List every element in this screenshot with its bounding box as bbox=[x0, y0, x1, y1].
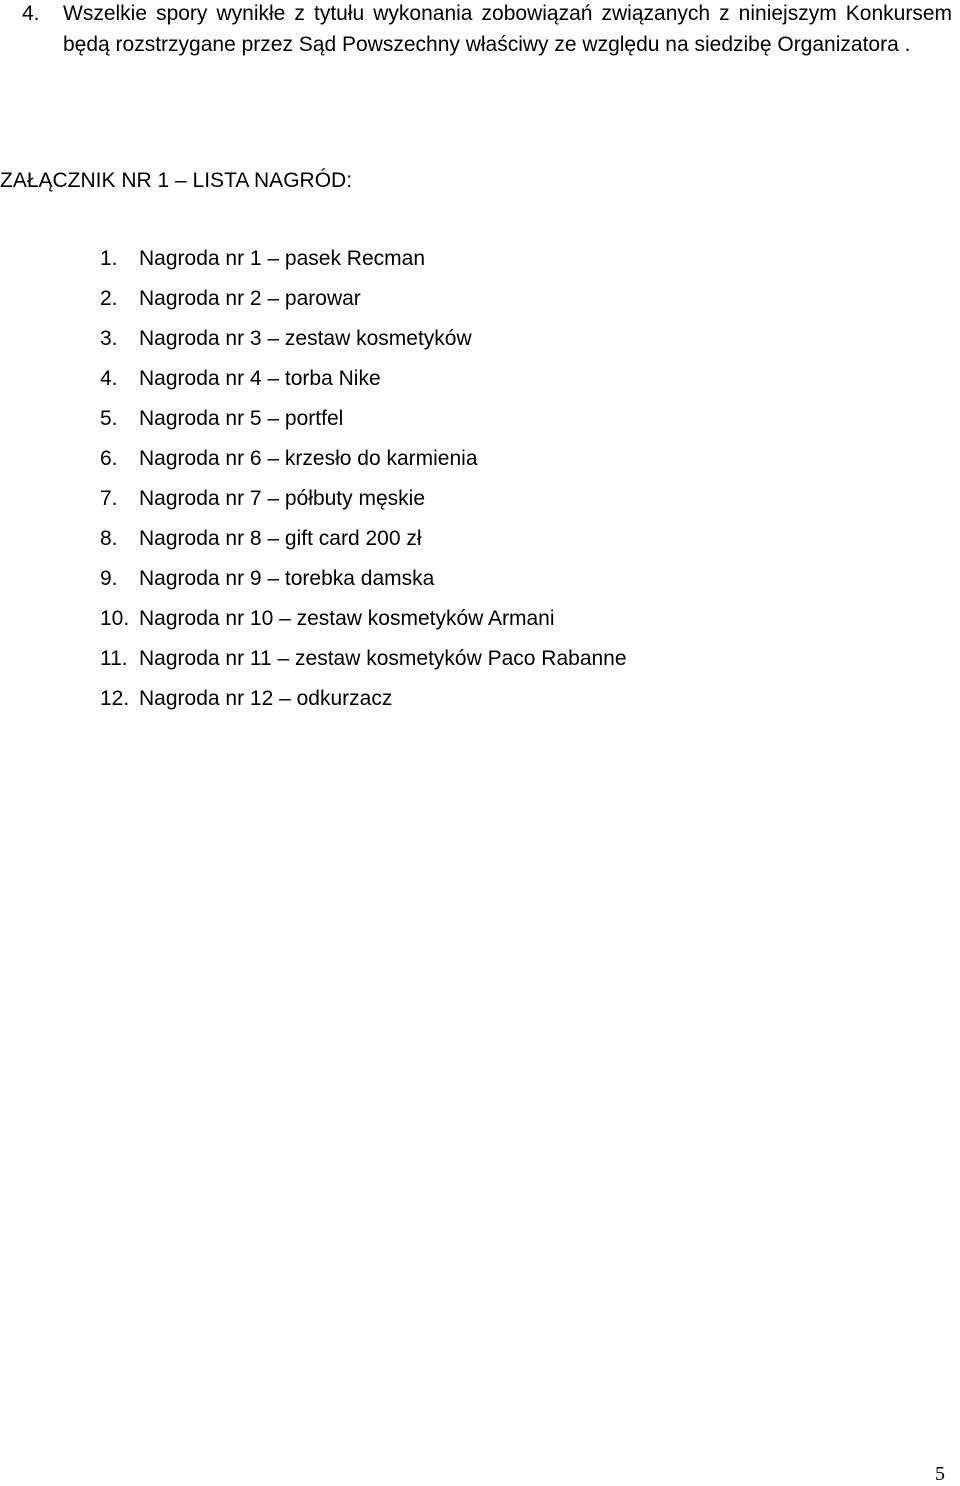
prize-text: Nagroda nr 4 – torba Nike bbox=[139, 367, 381, 390]
list-item bbox=[100, 244, 627, 284]
prize-number: 9. bbox=[100, 567, 118, 590]
prize-text: Nagroda nr 3 – zestaw kosmetyków bbox=[139, 327, 472, 350]
list-item bbox=[100, 444, 627, 484]
prize-number: 6. bbox=[100, 447, 118, 470]
clause-text-line-2: będą rozstrzygane przez Sąd Powszechny właściwy ze względu na siedzibę Organizatora . bbox=[63, 33, 911, 56]
prize-number: 10. bbox=[100, 607, 130, 630]
prize-text: Nagroda nr 6 – krzesło do karmienia bbox=[139, 447, 478, 470]
prize-text: Nagroda nr 8 – gift card 200 zł bbox=[139, 527, 422, 550]
list-item bbox=[100, 404, 627, 444]
list-item bbox=[100, 284, 627, 324]
prize-text: Nagroda nr 5 – portfel bbox=[139, 407, 344, 430]
list-item bbox=[100, 644, 627, 684]
annex-title: ZAŁĄCZNIK NR 1 – LISTA NAGRÓD: bbox=[0, 169, 353, 192]
list-item bbox=[100, 524, 627, 564]
prize-number: 1. bbox=[100, 247, 118, 270]
prize-number: 7. bbox=[100, 487, 118, 510]
prize-text: Nagroda nr 10 – zestaw kosmetyków Armani bbox=[139, 607, 555, 630]
prize-text: Nagroda nr 2 – parowar bbox=[139, 287, 361, 310]
prize-number: 3. bbox=[100, 327, 118, 350]
prize-text: Nagroda nr 1 – pasek Recman bbox=[139, 247, 425, 270]
prize-number: 12. bbox=[100, 687, 130, 710]
list-item bbox=[100, 684, 627, 724]
clause-number: 4. bbox=[22, 2, 40, 25]
prize-text: Nagroda nr 11 – zestaw kosmetyków Paco Rabanne bbox=[139, 647, 627, 670]
prize-number: 11. bbox=[100, 647, 128, 670]
prize-text: Nagroda nr 12 – odkurzacz bbox=[139, 687, 393, 710]
list-item bbox=[100, 484, 627, 524]
clause-text-line-1: Wszelkie spory wynikłe z tytułu wykonania zobowiązań związanych z niniejszym Konkursem bbox=[63, 2, 952, 25]
prize-text: Nagroda nr 7 – półbuty męskie bbox=[139, 487, 425, 510]
list-item bbox=[100, 604, 627, 644]
page-number: 5 bbox=[935, 1463, 945, 1485]
prize-number: 4. bbox=[100, 367, 118, 390]
list-item bbox=[100, 564, 627, 604]
prize-number: 8. bbox=[100, 527, 118, 550]
prize-number: 2. bbox=[100, 287, 118, 310]
prize-number: 5. bbox=[100, 407, 118, 430]
prize-text: Nagroda nr 9 – torebka damska bbox=[139, 567, 435, 590]
list-item bbox=[100, 364, 627, 404]
list-item bbox=[100, 324, 627, 364]
prize-list bbox=[100, 244, 627, 724]
